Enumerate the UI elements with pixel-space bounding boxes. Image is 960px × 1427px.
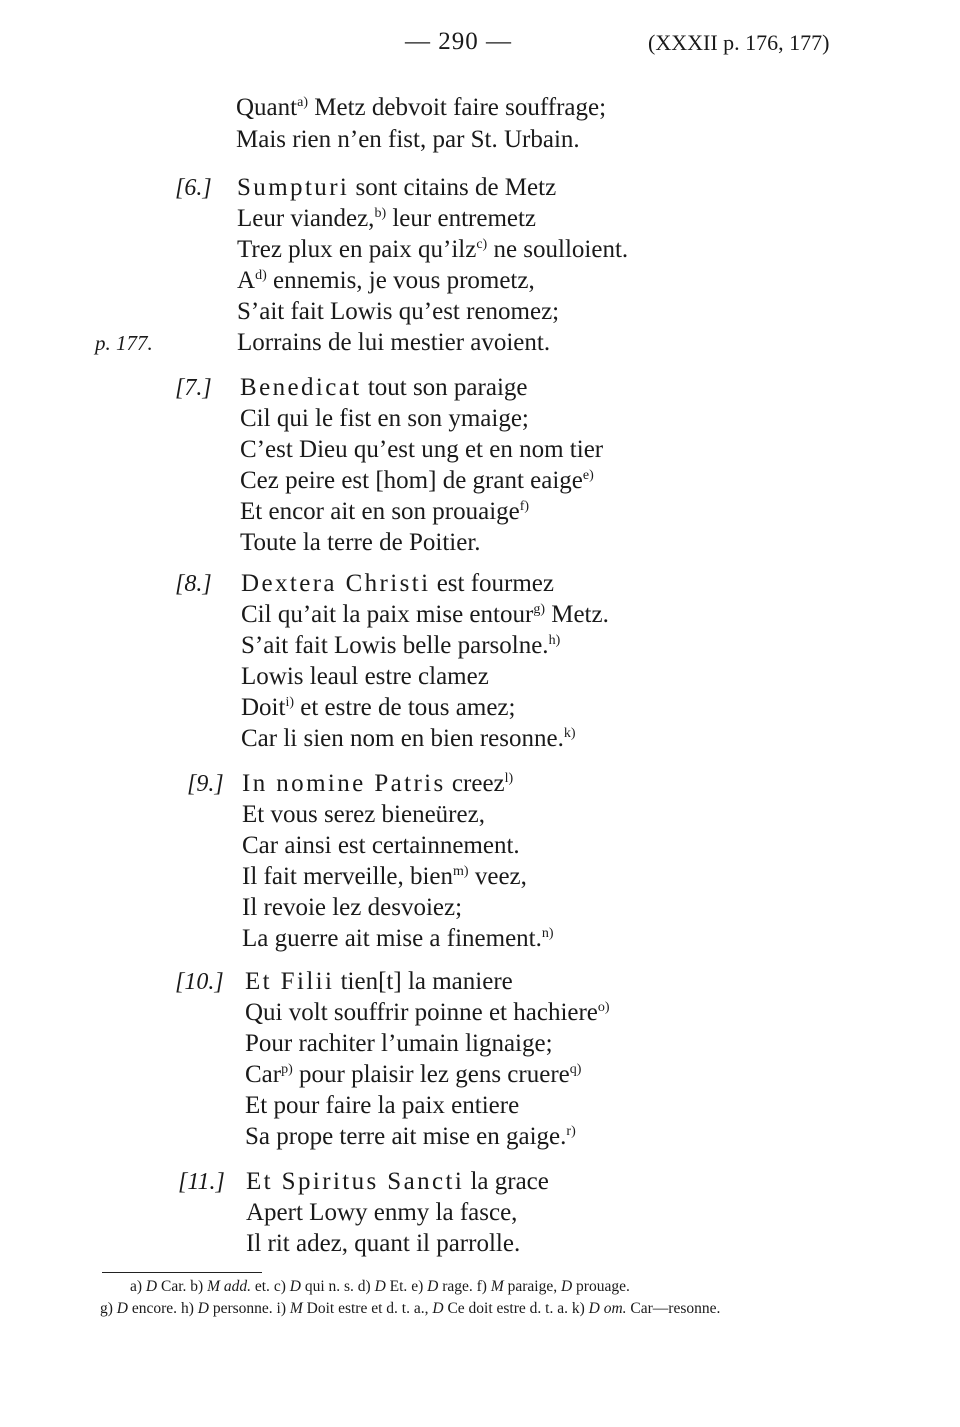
footnote-text: personne. xyxy=(208,1300,273,1317)
footnote-rule xyxy=(102,1272,262,1273)
footnote-text: Et. xyxy=(385,1278,408,1295)
line-text: Apert Lowy enmy la fasce, xyxy=(246,1199,518,1226)
line-text: tien[t] la maniere xyxy=(334,968,513,995)
footnote-text: encore. xyxy=(128,1300,178,1317)
verse-line xyxy=(240,436,603,464)
line-text: creez xyxy=(445,770,505,797)
verse-line xyxy=(241,725,576,753)
verse-line xyxy=(245,999,610,1027)
verse-line xyxy=(245,968,513,996)
line-text: Mais rien n’en fist, par St. Urbain. xyxy=(236,126,580,153)
line-text: leur entremetz xyxy=(386,205,537,232)
incipit-text: Et Spiritus Sancti xyxy=(246,1168,465,1195)
footnote-marker: f) xyxy=(519,499,530,514)
verse-line xyxy=(240,529,481,557)
verse-line xyxy=(241,694,515,722)
line-text: Pour rachiter l’umain lignaige; xyxy=(245,1030,553,1057)
footnote-marker: g) xyxy=(533,602,545,617)
footnote-text: paraige, xyxy=(503,1278,561,1295)
verse-line xyxy=(237,205,536,233)
verse-line xyxy=(237,298,559,326)
footnote-text: prouage. xyxy=(572,1278,630,1295)
line-text: Leur viandez, xyxy=(237,205,375,232)
line-text: Doit xyxy=(241,694,286,721)
line-text: sont citains de Metz xyxy=(349,174,557,201)
verse-line xyxy=(242,925,554,953)
footnote-marker: i) xyxy=(285,695,295,710)
footnote-marker: p) xyxy=(281,1062,293,1077)
stanza-number: [11.] xyxy=(178,1169,225,1195)
verse-line xyxy=(241,632,560,660)
footnote-text: add. xyxy=(220,1278,251,1295)
line-text: Qui volt souffrir poinne et hachiere xyxy=(245,999,598,1026)
footnote-marker: k) xyxy=(563,726,576,741)
line-text: La guerre ait mise a finement. xyxy=(242,925,542,952)
line-text: tout son paraige xyxy=(361,374,528,401)
footnote-marker: q) xyxy=(569,1062,582,1077)
footnote-text: Car—resonne. xyxy=(626,1300,721,1317)
stanza-number: [8.] xyxy=(175,571,212,597)
verse-line xyxy=(241,570,554,598)
line-text: Car xyxy=(245,1061,282,1088)
footnote-text: rage. xyxy=(438,1278,473,1295)
footnote-text: et. xyxy=(251,1278,270,1295)
manuscript-siglum: D xyxy=(145,1278,158,1295)
footnote-marker: m) xyxy=(453,864,469,879)
line-text: Et encor ait en son prouaige xyxy=(240,498,520,525)
line-text: Il fait merveille, bien xyxy=(242,863,454,890)
incipit-text: Benedicat xyxy=(240,374,362,401)
line-text: Et vous serez bieneürez, xyxy=(242,801,485,828)
verse-line xyxy=(237,236,628,264)
line-text: S’ait fait Lowis belle parsolne. xyxy=(241,632,549,659)
verse-line xyxy=(245,1123,576,1151)
verse-line xyxy=(240,405,529,433)
footnote-line-2 xyxy=(100,1300,720,1318)
line-text: la grace xyxy=(464,1168,549,1195)
manuscript-siglum: D xyxy=(116,1300,128,1317)
footnote-marker: n) xyxy=(541,926,554,941)
stanza-number: [6.] xyxy=(175,175,212,201)
verse-line xyxy=(240,467,594,495)
line-text: Cil qu’ait la paix mise entour xyxy=(241,601,534,628)
footnote: b) M add. et. xyxy=(190,1278,270,1295)
manuscript-siglum: D xyxy=(197,1300,209,1317)
incipit-text: Dextera Christi xyxy=(241,570,431,597)
footnote-marker: c) xyxy=(476,237,488,252)
line-text: et estre de tous amez; xyxy=(294,694,516,721)
footnote-text: qui n. s. xyxy=(300,1278,354,1295)
verse-line xyxy=(237,174,556,202)
manuscript-siglum: D xyxy=(560,1278,573,1295)
footnote: f) M paraige, D prouage. xyxy=(476,1278,630,1295)
footnote-marker: b) xyxy=(374,206,387,221)
line-text: Car ainsi est certainnement. xyxy=(242,832,520,859)
incipit-text: In nomine Patris xyxy=(242,770,446,797)
verse-line xyxy=(237,329,550,357)
page-number: — 290 — xyxy=(405,28,512,55)
line-text: Lorrains de lui mestier avoient. xyxy=(237,329,551,356)
manuscript-siglum: D xyxy=(588,1300,600,1317)
manuscript-siglum: D xyxy=(374,1278,386,1295)
stanza-number: [9.] xyxy=(187,771,224,797)
verse-line xyxy=(246,1199,517,1227)
line-text: Car li sien nom en bien resonne. xyxy=(241,725,564,752)
footnote-marker: h) xyxy=(548,633,561,648)
footnote-marker: d) xyxy=(255,268,267,283)
stanza-number: [7.] xyxy=(175,375,212,401)
footnote: c) D qui n. s. xyxy=(273,1278,354,1295)
verse-line xyxy=(242,894,462,922)
verse-line xyxy=(237,267,535,295)
incipit-text: Et Filii xyxy=(245,968,335,995)
line-text: Cil qui le fist en son ymaige; xyxy=(240,405,529,432)
page-reference: (XXXII p. 176, 177) xyxy=(648,30,830,55)
manuscript-siglum: D xyxy=(427,1278,439,1295)
verse-line xyxy=(242,863,527,891)
line-text: Quant xyxy=(236,94,298,121)
line-text: A xyxy=(237,267,256,294)
footnote-text: Ce doit estre d. t. a. xyxy=(443,1300,568,1317)
verse-line xyxy=(240,374,528,402)
manuscript-siglum: M xyxy=(289,1300,303,1317)
margin-note: p. 177. xyxy=(95,331,153,355)
line-text: ne soulloient. xyxy=(487,236,629,263)
line-text: veez, xyxy=(468,863,527,890)
line-text: pour plaisir lez gens cruere xyxy=(292,1061,570,1088)
line-text: Il rit adez, quant il parrolle. xyxy=(246,1230,521,1257)
incipit-text: Sumpturi xyxy=(237,174,350,201)
footnote: g) D encore. xyxy=(100,1300,178,1317)
line-text: Lowis leaul estre clamez xyxy=(241,663,489,690)
line-text: Metz. xyxy=(544,601,609,628)
verse-line xyxy=(240,498,529,526)
footnote: k) D om. Car—resonne. xyxy=(571,1300,721,1317)
footnote-marker: e) xyxy=(582,468,594,483)
line-text: ennemis, je vous prometz, xyxy=(266,267,535,294)
footnote: a) D Car. xyxy=(130,1278,187,1295)
footnote: d) D Et. xyxy=(357,1278,408,1295)
verse-line xyxy=(241,601,609,629)
verse-line xyxy=(241,663,489,691)
line-text: Metz debvoit faire souffrage; xyxy=(308,94,607,121)
line-text: Toute la terre de Poitier. xyxy=(240,529,481,556)
verse-line xyxy=(242,832,520,860)
verse-line xyxy=(246,1168,549,1196)
line-text: Il revoie lez desvoiez; xyxy=(242,894,463,921)
footnote: e) D rage. xyxy=(411,1278,473,1295)
verse-line xyxy=(236,94,606,122)
line-text: C’est Dieu qu’est ung et en nom tier xyxy=(240,436,604,463)
line-text: Et pour faire la paix entiere xyxy=(245,1092,520,1119)
footnote-marker: l) xyxy=(504,771,514,786)
line-text: S’ait fait Lowis qu’est renomez; xyxy=(237,298,560,325)
footnote-text: Doit estre et d. t. a., xyxy=(302,1300,433,1317)
footnote-marker: r) xyxy=(566,1124,576,1139)
verse-line xyxy=(245,1061,581,1089)
manuscript-siglum: M xyxy=(207,1278,220,1295)
footnote-text: Car. xyxy=(157,1278,187,1295)
line-text: Sa prope terre ait mise en gaige. xyxy=(245,1123,567,1150)
footnote-marker: a) xyxy=(297,95,308,110)
verse-line xyxy=(242,770,513,798)
manuscript-siglum: D xyxy=(432,1300,444,1317)
verse-line xyxy=(236,126,580,154)
manuscript-siglum: M xyxy=(490,1278,504,1295)
line-text: Trez plux en paix qu’ilz xyxy=(237,236,477,263)
verse-line xyxy=(246,1230,520,1258)
footnote-line-1 xyxy=(130,1278,630,1296)
line-text: Cez peire est [hom] de grant eaige xyxy=(240,467,583,494)
verse-line xyxy=(245,1092,519,1120)
footnote-marker: o) xyxy=(597,1000,610,1015)
footnote: i) M Doit estre et d. t. a., D Ce doit estre d. t. a. xyxy=(276,1300,568,1317)
footnote: h) D personne. xyxy=(180,1300,273,1317)
verse-line xyxy=(245,1030,553,1058)
verse-line xyxy=(242,801,485,829)
footnote-text: om. xyxy=(599,1300,627,1317)
manuscript-siglum: D xyxy=(289,1278,301,1295)
stanza-number: [10.] xyxy=(175,969,224,995)
line-text: est fourmez xyxy=(430,570,554,597)
